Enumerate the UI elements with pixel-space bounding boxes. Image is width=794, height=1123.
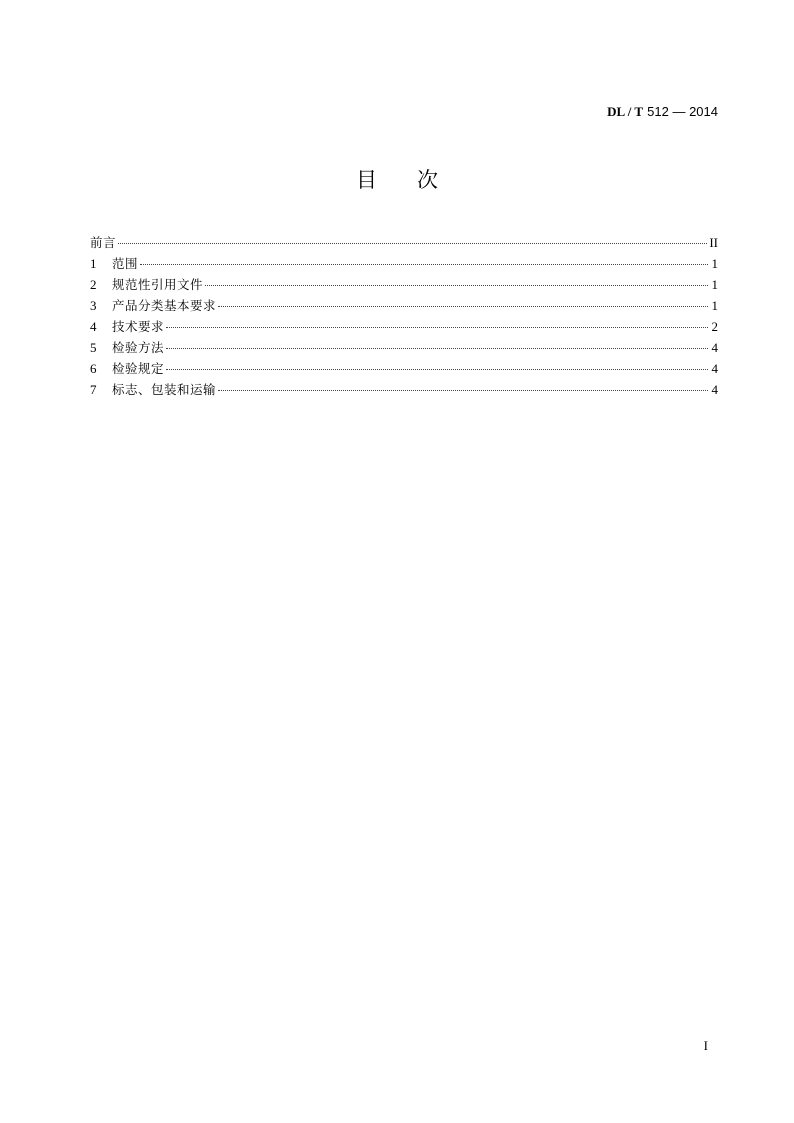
toc-entry-label: 规范性引用文件 xyxy=(112,277,204,292)
toc-entry-number: 7 xyxy=(90,382,97,397)
toc-entry-page: 2 xyxy=(711,319,718,334)
standard-code xyxy=(607,103,718,122)
dot-leader xyxy=(205,285,708,286)
toc-entry-number: 1 xyxy=(90,256,97,271)
toc-entry-number: 3 xyxy=(90,298,97,313)
page-number: I xyxy=(703,1038,708,1053)
dot-leader xyxy=(118,243,707,244)
toc-entry-page: 4 xyxy=(711,382,718,397)
toc-entry-page: II xyxy=(709,235,718,250)
toc-entry-label: 技术要求 xyxy=(112,319,165,334)
dot-leader xyxy=(218,390,708,391)
toc-entry-number: 6 xyxy=(90,361,97,376)
toc-entry-label: 检验规定 xyxy=(112,361,165,376)
toc-entry-page: 1 xyxy=(711,277,718,292)
toc-entry-foreword[interactable] xyxy=(90,232,718,253)
toc-entry-technical-requirements[interactable] xyxy=(90,316,718,337)
table-of-contents xyxy=(90,232,718,400)
toc-entry-label: 前言 xyxy=(90,235,117,250)
toc-entry-number: 2 xyxy=(90,277,97,292)
standard-number: 512 — 2014 xyxy=(647,104,718,119)
page-title: 目次 xyxy=(356,168,478,192)
toc-entry-label: 范围 xyxy=(112,256,139,271)
toc-entry-classification[interactable] xyxy=(90,295,718,316)
toc-entry-page: 1 xyxy=(711,298,718,313)
toc-entry-number: 4 xyxy=(90,319,97,334)
standard-org: DL / T xyxy=(607,104,644,119)
dot-leader xyxy=(166,327,708,328)
toc-entry-label: 标志、包装和运输 xyxy=(112,382,217,397)
toc-entry-page: 1 xyxy=(711,256,718,271)
toc-entry-page: 4 xyxy=(711,340,718,355)
toc-entry-number: 5 xyxy=(90,340,97,355)
dot-leader xyxy=(166,348,708,349)
toc-entry-label: 产品分类基本要求 xyxy=(112,298,217,313)
dot-leader xyxy=(166,369,708,370)
toc-entry-scope[interactable] xyxy=(90,253,718,274)
toc-entry-marking-packaging[interactable] xyxy=(90,379,718,400)
dot-leader xyxy=(218,306,708,307)
toc-entry-inspection-rules[interactable] xyxy=(90,358,718,379)
toc-entry-page: 4 xyxy=(711,361,718,376)
toc-entry-label: 检验方法 xyxy=(112,340,165,355)
toc-entry-test-methods[interactable] xyxy=(90,337,718,358)
toc-entry-normative-references[interactable] xyxy=(90,274,718,295)
dot-leader xyxy=(140,264,708,265)
